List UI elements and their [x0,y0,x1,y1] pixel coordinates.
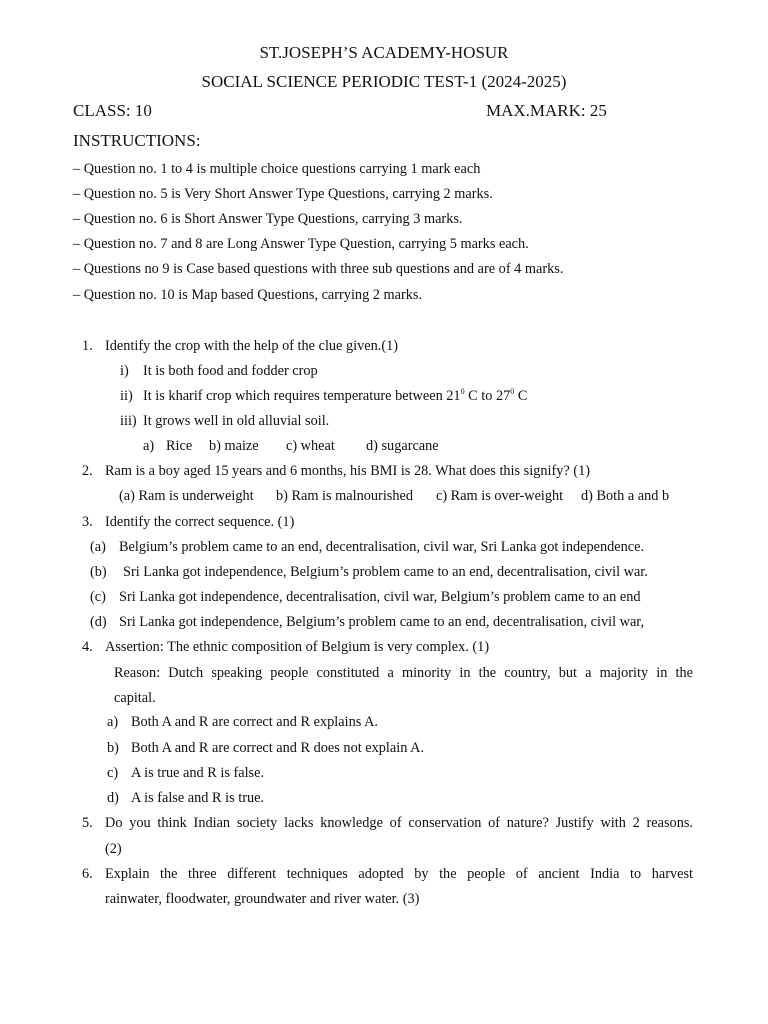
option-label: a) [107,714,119,730]
instruction-line: – Question no. 5 is Very Short Answer Type Questions, carrying 2 marks. [73,186,493,202]
question-number: 3. [82,514,93,530]
clue-number: i) [120,363,129,379]
class-label: CLASS: 10 [73,101,152,120]
question-3-text: Identify the correct sequence. (1) [105,514,295,530]
question-5-text: Do you think Indian society lacks knowledge of conservation of nature? Justify with 2 reasons. [105,815,693,831]
option-label: a) [143,438,155,454]
question-6-text-cont: rainwater, floodwater, groundwater and river water. (3) [105,891,420,907]
question-number: 6. [82,866,93,882]
question-number: 4. [82,639,93,655]
question-1-text: Identify the crop with the help of the clue given.(1) [105,338,398,354]
instruction-line: – Question no. 7 and 8 are Long Answer Type Question, carrying 5 marks each. [73,236,529,252]
question-number: 5. [82,815,93,831]
option-label: b) [107,740,119,756]
option-label: c) [107,765,119,781]
instructions-heading: INSTRUCTIONS: [73,131,201,150]
reason-line: Reason: Dutch speaking people constituted a minority in the country, but a majority in the [114,665,693,681]
question-5-marks: (2) [105,841,122,857]
option-text: Both A and R are correct and R does not explain A. [131,740,425,756]
option-text: Both A and R are correct and R explains A. [131,714,378,730]
option-label: (c) [90,589,106,605]
option-label: d) [107,790,119,806]
option-text: A is false and R is true. [131,790,265,806]
clue-text: It is both food and fodder crop [143,363,318,379]
option-text: Sri Lanka got independence, decentralisation, civil war, Belgium’s problem came to an end [119,589,641,605]
clue-text: It grows well in old alluvial soil. [143,413,330,429]
option-text: d) sugarcane [366,438,439,454]
option-text: Sri Lanka got independence, Belgium’s problem came to an end, decentralisation, civil war, [119,614,645,630]
option-text: (a) Ram is underweight [119,488,254,504]
clue-text: It is kharif crop which requires temperature between $21^0$ C to $27^0$ C [143,387,528,404]
option-label: (a) [90,539,106,555]
instruction-line: – Question no. 6 is Short Answer Type Questions, carrying 3 marks. [73,211,463,227]
test-title: SOCIAL SCIENCE PERIODIC TEST-1 (2024-2025) [201,72,567,91]
option-text: c) Ram is over-weight [436,488,564,504]
school-name: ST.JOSEPH’S ACADEMY-HOSUR [259,43,509,62]
assertion-text: Assertion: The ethnic composition of Belgium is very complex. (1) [105,639,490,655]
option-text: b) Ram is malnourished [276,488,413,504]
option-text: d) Both a and b [581,488,670,504]
clue-number: iii) [120,413,137,429]
option-label: (b) [90,564,107,580]
reason-label: Reason: [114,665,161,681]
question-2-text: Ram is a boy aged 15 years and 6 months, his BMI is 28. What does this signify? (1) [105,463,590,479]
reason-line: capital. [114,690,156,706]
option-text: b) maize [209,438,259,454]
option-text: Rice [166,438,193,454]
clue-number: ii) [120,388,133,404]
option-label: (d) [90,614,107,630]
question-number: 2. [82,463,93,479]
instruction-line: – Question no. 1 to 4 is multiple choice questions carrying 1 mark each [73,161,481,177]
max-mark: MAX.MARK: 25 [486,101,607,120]
option-text: A is true and R is false. [131,765,265,781]
instruction-line: – Questions no 9 is Case based questions with three sub questions and are of 4 marks. [73,261,564,277]
question-number: 1. [82,338,93,354]
option-text: c) wheat [286,438,335,454]
instruction-line: – Question no. 10 is Map based Questions, carrying 2 marks. [73,287,423,303]
option-text: Sri Lanka got independence, Belgium’s problem came to an end, decentralisation, civil war. [123,564,648,580]
question-6-text: Explain the three different techniques adopted by the people of ancient India to harvest [105,866,693,882]
option-text: Belgium’s problem came to an end, decentralisation, civil war, Sri Lanka got independence. [119,539,645,555]
